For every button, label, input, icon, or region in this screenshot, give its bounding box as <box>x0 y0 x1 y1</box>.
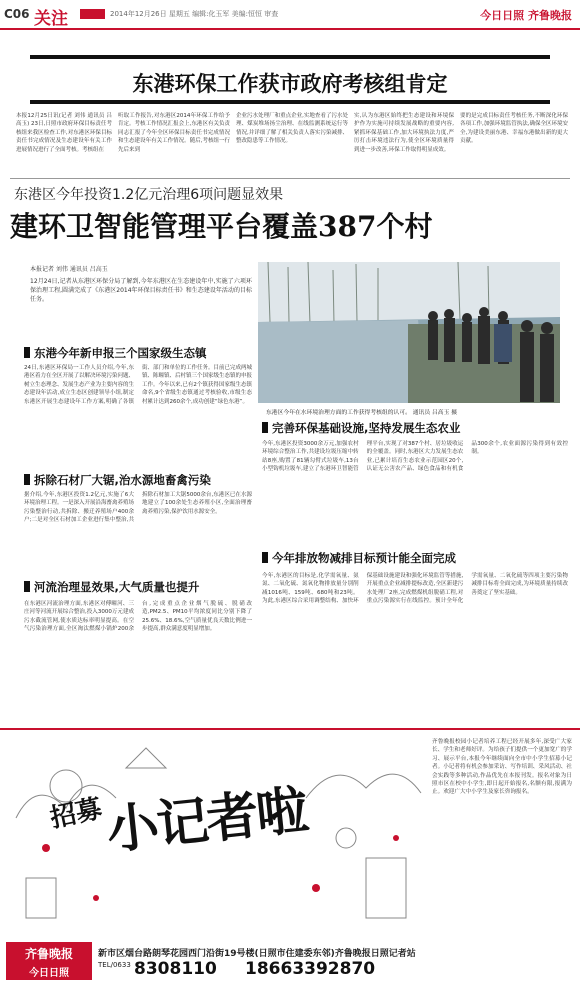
section-infrastructure-text: 今年,东港区投资3000余万元,加强农村环境综合整治工作,共建设垃圾压缩中转站8座,购置了81辆勾臂式垃圾车,13台小型钩机垃圾车,建立了东港环卫智能管理平台,实现了对387个村、居垃圾收运的全覆盖。同时,东港区大力发展生态农业,已累计培育生态农业示范园区20个,认证无公害农产品、绿色食品和有机食品300余个,农业面源污染得到有效控制。 <box>262 441 568 473</box>
section-stone-factories-text: 据介绍,今年,东港区投资1.2亿元,实施了6大环境治理工程。一是深入开展沿海畜禽养殖场污染整治行动,共拆除、搬迁养殖场户400余户;二是对全区石材加工企业进行集中整治,共拆除石材加工大锯5000余台,东港区已在水源地建立了100余处生态养殖小区,全面治理畜禽养殖污染,保护饮用水源安全。 <box>24 492 252 524</box>
headline-rule-bottom <box>30 100 550 104</box>
ad-title-big: 小记者啦 <box>103 779 310 862</box>
subhead-emission-reduction: 今年排放物减排目标预计能全面完成 <box>262 550 456 566</box>
ad-artwork <box>6 738 426 938</box>
subhead-river-governance: 河流治理显效果,大气质量也提升 <box>24 579 199 595</box>
lead-col-3: 企业污水处理厂和重点企业,实地查看了污水处理、煤炭堆场扬尘治理、在线监测系统运行等情况,并详细了解了相关负责人落实污染减排、整改隐患等工作情况。 <box>236 113 348 145</box>
section-bar <box>80 9 105 19</box>
story-kicker: 东港区今年投资1.2亿元治理6项问题显效果 <box>14 187 284 203</box>
lead-col-2: 听取工作报告,对东港区2014年环保工作给予肯定。考核工作情况汇报会上,东港区有关负责同志汇报了今年全区环保目标责任书完成情况和生态建设年有关工作情况。随后,考核组一行先后来到 <box>118 113 230 153</box>
ad-body: 齐鲁晚报校园小记者培养工程已经开展多年,深受广大家长、学生和老师好评。为给孩子们提供一个更加宽广的学习、展示平台,本报今年继续面向全市中小学生招募小记者。小记者将有机会参加采访、写作培训、采风活动、社会实践等多种活动,作品优先在本报刊发。报名对象为日照市区在校中小学生,即日起开始报名,名额有限,报满为止。欢迎广大中小学生及家长咨询报名。 <box>432 739 572 796</box>
story-lead: 12月24日,记者从东港区环保分局了解到,今年东港区在生态建设年中,实施了六项环保治理工程,圆满完成了《东港区2014年环保目标责任书》和生态建设年活动的目标任务。 <box>30 278 252 303</box>
page-number: C06 <box>4 7 30 21</box>
ad-address: 新市区烟台路朗琴花园西门沿街19号楼(日照市住建委东邻)齐鲁晚报日照记者站 <box>98 949 416 959</box>
section-title: 关注 <box>34 9 68 29</box>
lead-col-1: 本报12月25日讯(记者 刘伟 通讯员 吕高玉) 23日,日照市政府环保目标责任考核组来我区检查工作,对东港区环保目标责任书完成情况及生态建设年有关工作进展情况进行了全面考核。考核组在 <box>16 113 112 153</box>
byline: 本报记者 刘伟 通讯员 吕高玉 <box>30 266 108 273</box>
section-eco-towns-text: 24日,东港区环保局一工作人员介绍,今年,东港区着力在全区开展了以解决环境污染问题、树立生态理念、发展生态产业为主要内容的生态建设年活动,成立生态区创建领导小组,制定东港区开展生态建设年工作方案,明确了各镇街、部门和单位的工作任务。目前已完成两城镇、陈疃镇、后村镇三个国家级生态镇的申报工作。今年以来,已有2个镇获得国家级生态镇命名,9个省级生态镇通过考核验收,市级生态村累计达到260余个,成功创建“绿色东港”。 <box>24 365 252 405</box>
phone-mobile: 18663392870 <box>245 959 376 979</box>
newspaper-logo: 齐鲁晚报 今日日照 <box>6 942 92 980</box>
lead-col-4: 实,认为东港区始终把生态建设和环境保护作为实施可持续发展战略的重要内容,紧抓环保基础工作,加大环境执法力度,严厉打击环境违法行为,使全区环境质量得到进一步改善,环保工作取得明显成效。 <box>354 113 454 153</box>
headline-rule-top <box>30 55 550 59</box>
tel-label: TEL/0633 <box>98 961 131 969</box>
page-header <box>0 0 580 30</box>
phone-landline: 8308110 <box>134 959 217 979</box>
photo-illustration <box>258 262 560 403</box>
main-headline: 建环卫智能管理平台覆盖387个村 <box>10 210 433 243</box>
story-divider <box>10 178 570 179</box>
issue-meta: 2014年12月26日 星期五 编辑:化玉军 美编:恒恒 审查 <box>110 10 279 18</box>
section-river-governance-text: 在东港区河流治理方面,东港区对傅疃河、三庄河等河流开展综合整治,投入3000万元建成污水截流管网,使水质达标率明显提高。在空气污染治理方面,全区淘汰燃煤小锅炉200余台,完成重点企业烟气脱硫、脱硝改造,PM2.5、PM10平均浓度同比分别下降了25.6%、18.6%,空气质量优良天数比例进一步提高,群众满意度明显增加。 <box>24 601 252 633</box>
ad-footer <box>0 942 580 981</box>
ad-title-small: 招募 <box>47 793 105 834</box>
subhead-eco-towns: 东港今年新申报三个国家级生态镇 <box>24 345 207 361</box>
lead-headline: 东港环保工作获市政府考核组肯定 <box>132 71 448 96</box>
recruitment-ad <box>0 728 580 981</box>
photo-caption: 东港区今年在水环境治理方面的工作获得考核组的认可。 通讯员 吕高玉 摄 <box>266 410 458 416</box>
lead-col-5: 要的是完成目标责任考核任务,不断深化环保各项工作,加强环境监管执法,确保全区环境安全,为建设美丽东港、幸福东港做出新的更大贡献。 <box>460 113 568 145</box>
section-emission-reduction-text: 今年,东港区的目标是,化学需氧量、氨氮、二氧化硫、氮氧化物排放量分别削减1016吨、159吨、680吨和23吨。为此,东港区综合采用调整结构、加快环保基础设施建设和强化环境监管等措施,开展重点企业减排提标改造,全区新建污水处理厂2座,完成燃煤机组脱硝工程,对重点污染源实行在线监控。预计全年化学需氧量、二氧化硫等四项主要污染物减排目标将全面完成,为环境质量持续改善奠定了坚实基础。 <box>262 573 568 605</box>
news-photo <box>258 262 560 403</box>
masthead-brand: 今日日照 齐鲁晚报 <box>480 9 572 22</box>
subhead-stone-factories: 拆除石材厂大锯,治水源地畜禽污染 <box>24 472 211 488</box>
subhead-infrastructure: 完善环保基础设施,坚持发展生态农业 <box>262 420 460 436</box>
